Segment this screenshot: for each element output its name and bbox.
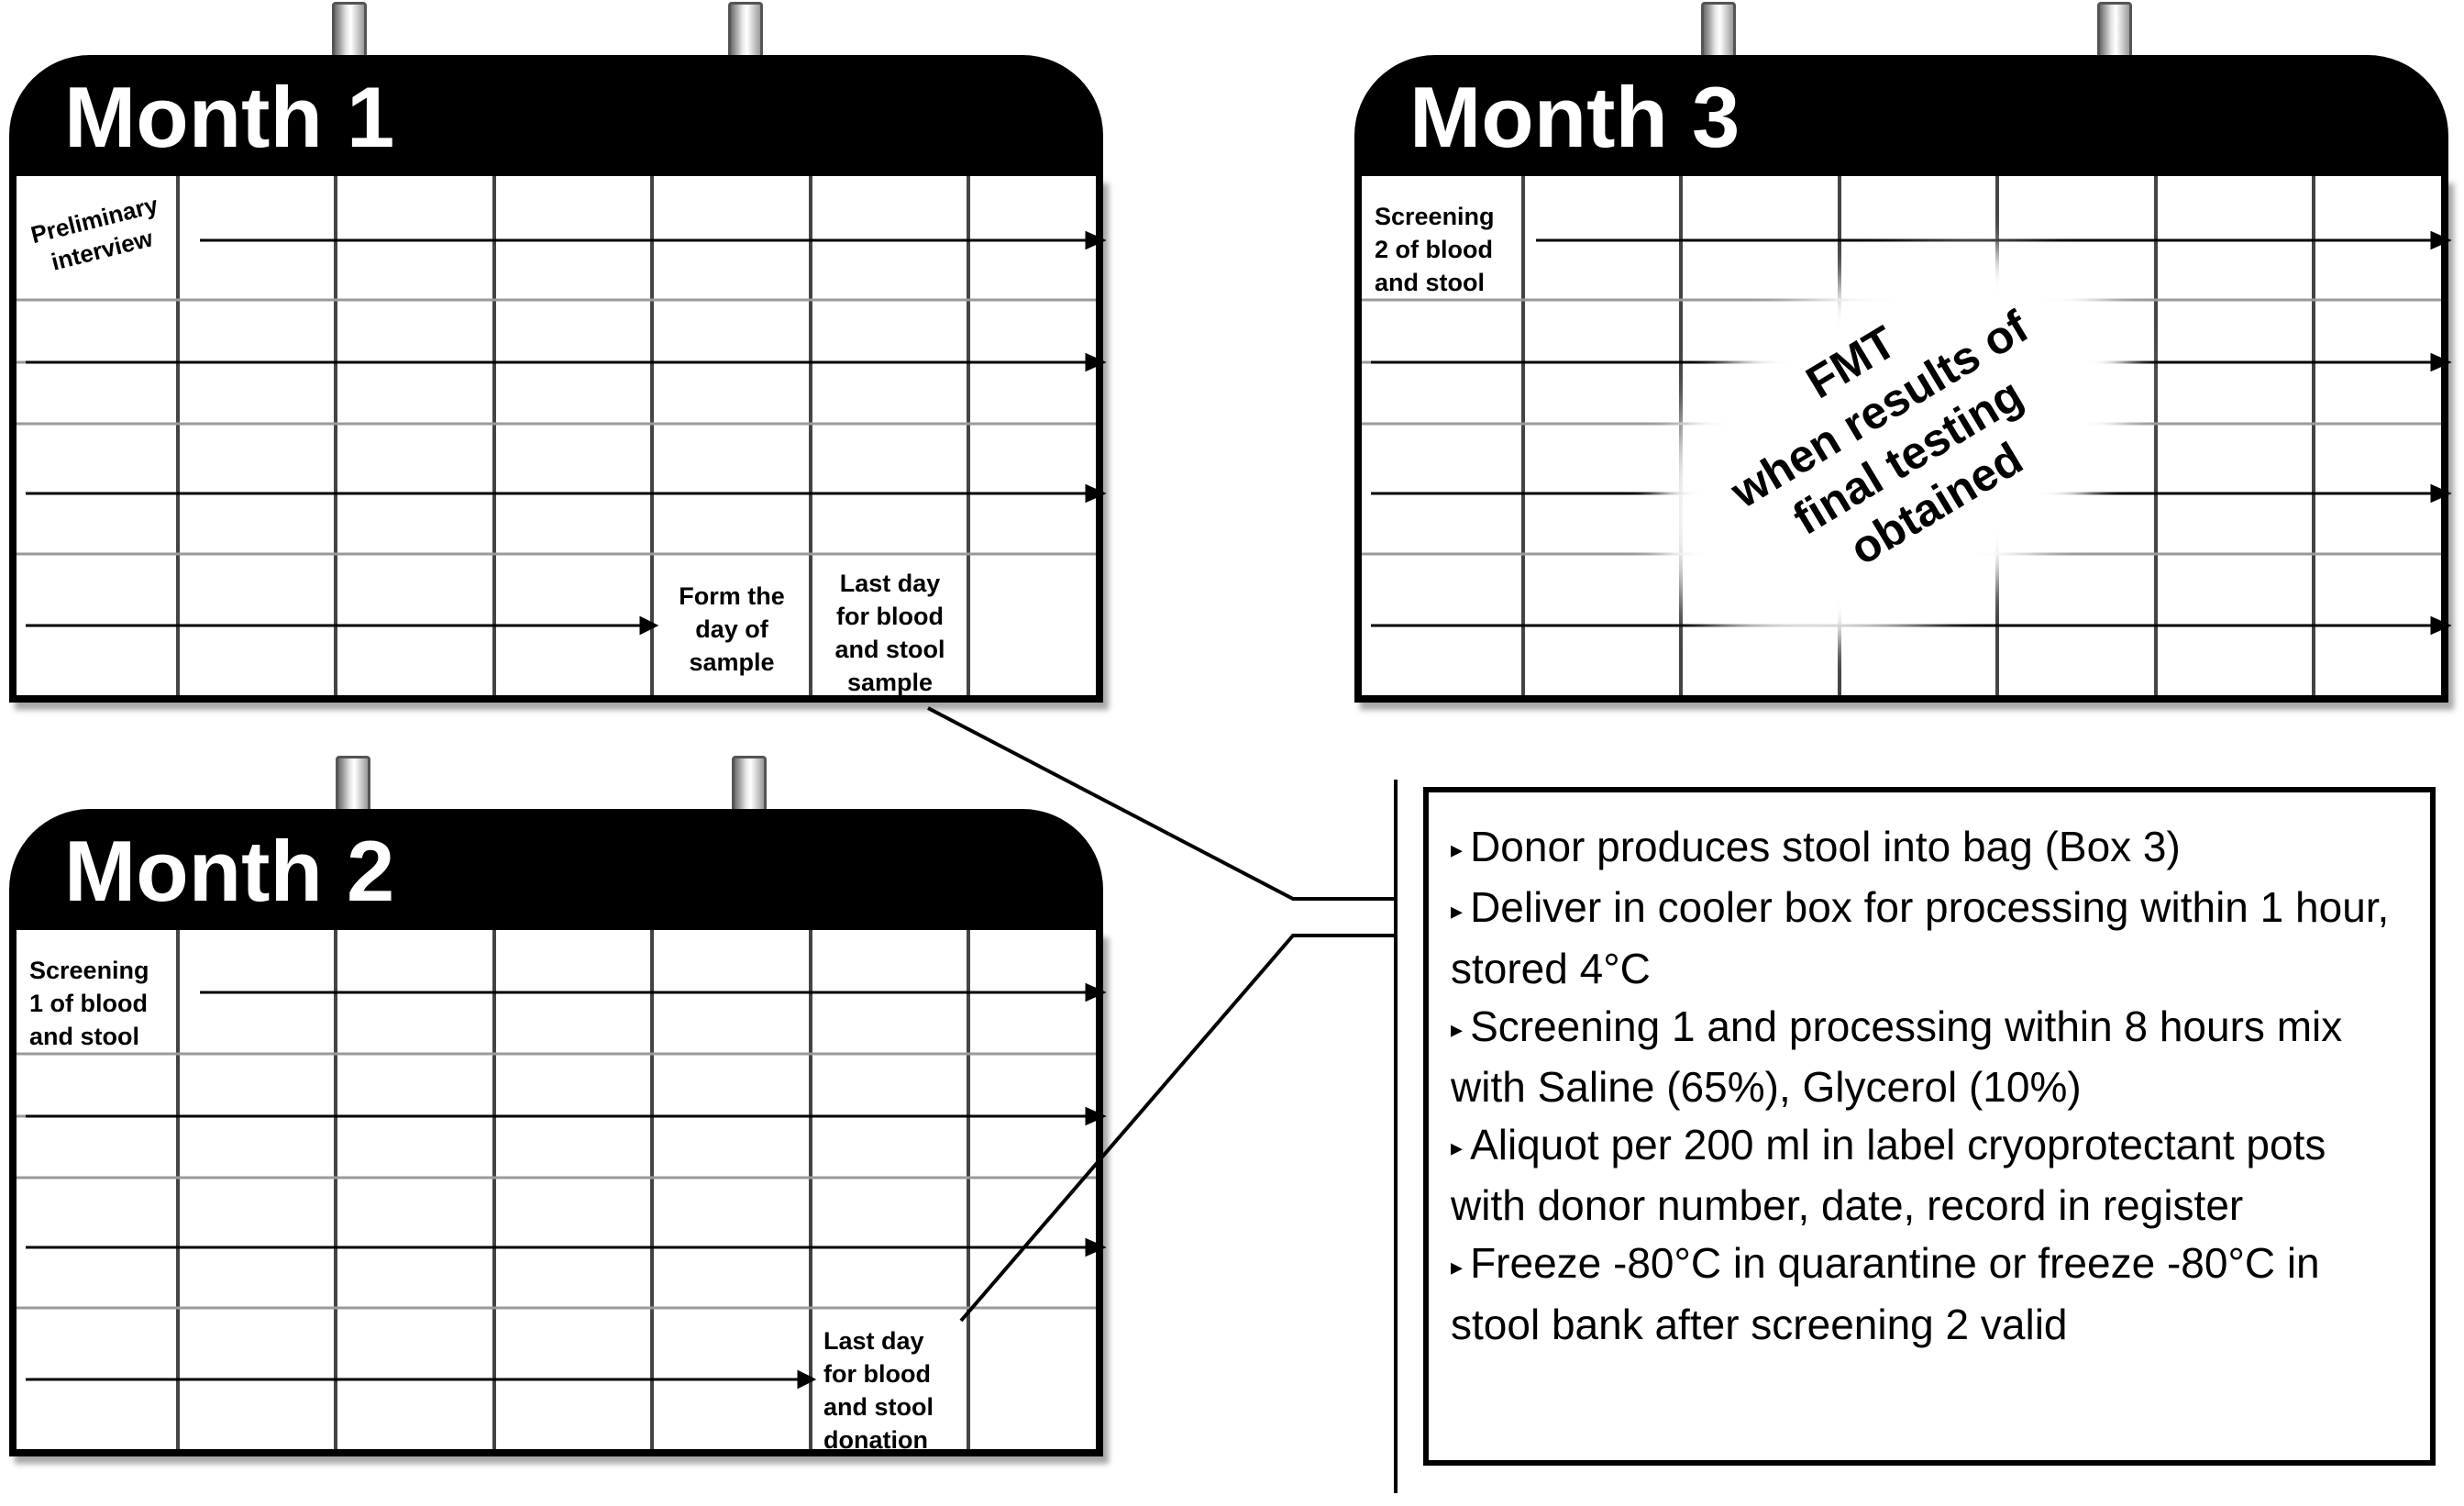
- bullet-icon: ▸: [1451, 1252, 1464, 1280]
- bullet-icon: ▸: [1451, 1134, 1464, 1162]
- bullet-icon: ▸: [1451, 896, 1464, 925]
- process-step: [1451, 818, 2412, 879]
- divider-line: [1394, 780, 1398, 1493]
- process-step-text: Aliquot per 200 ml in label cryoprotectant pots with donor number, date, record in register: [1451, 1121, 2326, 1230]
- process-step-text: Screening 1 and processing within 8 hours mix with Saline (65%), Glycerol (10%): [1451, 1002, 2343, 1112]
- process-step: [1451, 998, 2412, 1116]
- preliminary-interview-label: Preliminary interview: [28, 190, 161, 276]
- screening-2-label: Screening 2 of blood and stool: [1375, 203, 1495, 296]
- last-day-sample-label: Last day for blood and stool sample: [834, 570, 945, 696]
- process-step: [1451, 1116, 2412, 1235]
- screening-1-label: Screening 1 of blood and stool: [29, 957, 149, 1050]
- calendar-title: Month 3: [1409, 69, 1740, 165]
- last-day-donation-label: Last day for blood and stool donation: [823, 1327, 934, 1454]
- process-step-text: Deliver in cooler box for processing within 1 hour, stored 4°C: [1451, 883, 2390, 992]
- process-step: [1451, 879, 2412, 997]
- process-step-text: Donor produces stool into bag (Box 3): [1470, 823, 2181, 870]
- process-step-text: Freeze -80°C in quarantine or freeze -80°C in stool bank after screening 2 valid: [1451, 1239, 2320, 1348]
- calendar-title: Month 2: [64, 823, 395, 919]
- process-steps-box: [1423, 787, 2436, 1466]
- form-day-of-sample-label: Form the day of sample: [679, 582, 785, 676]
- fmt-note: FMT when results of final testing obtained: [1721, 300, 2038, 575]
- bullet-icon: ▸: [1451, 1015, 1464, 1044]
- bullet-icon: ▸: [1451, 836, 1464, 864]
- calendar-title: Month 1: [64, 69, 395, 165]
- process-step: [1451, 1235, 2412, 1353]
